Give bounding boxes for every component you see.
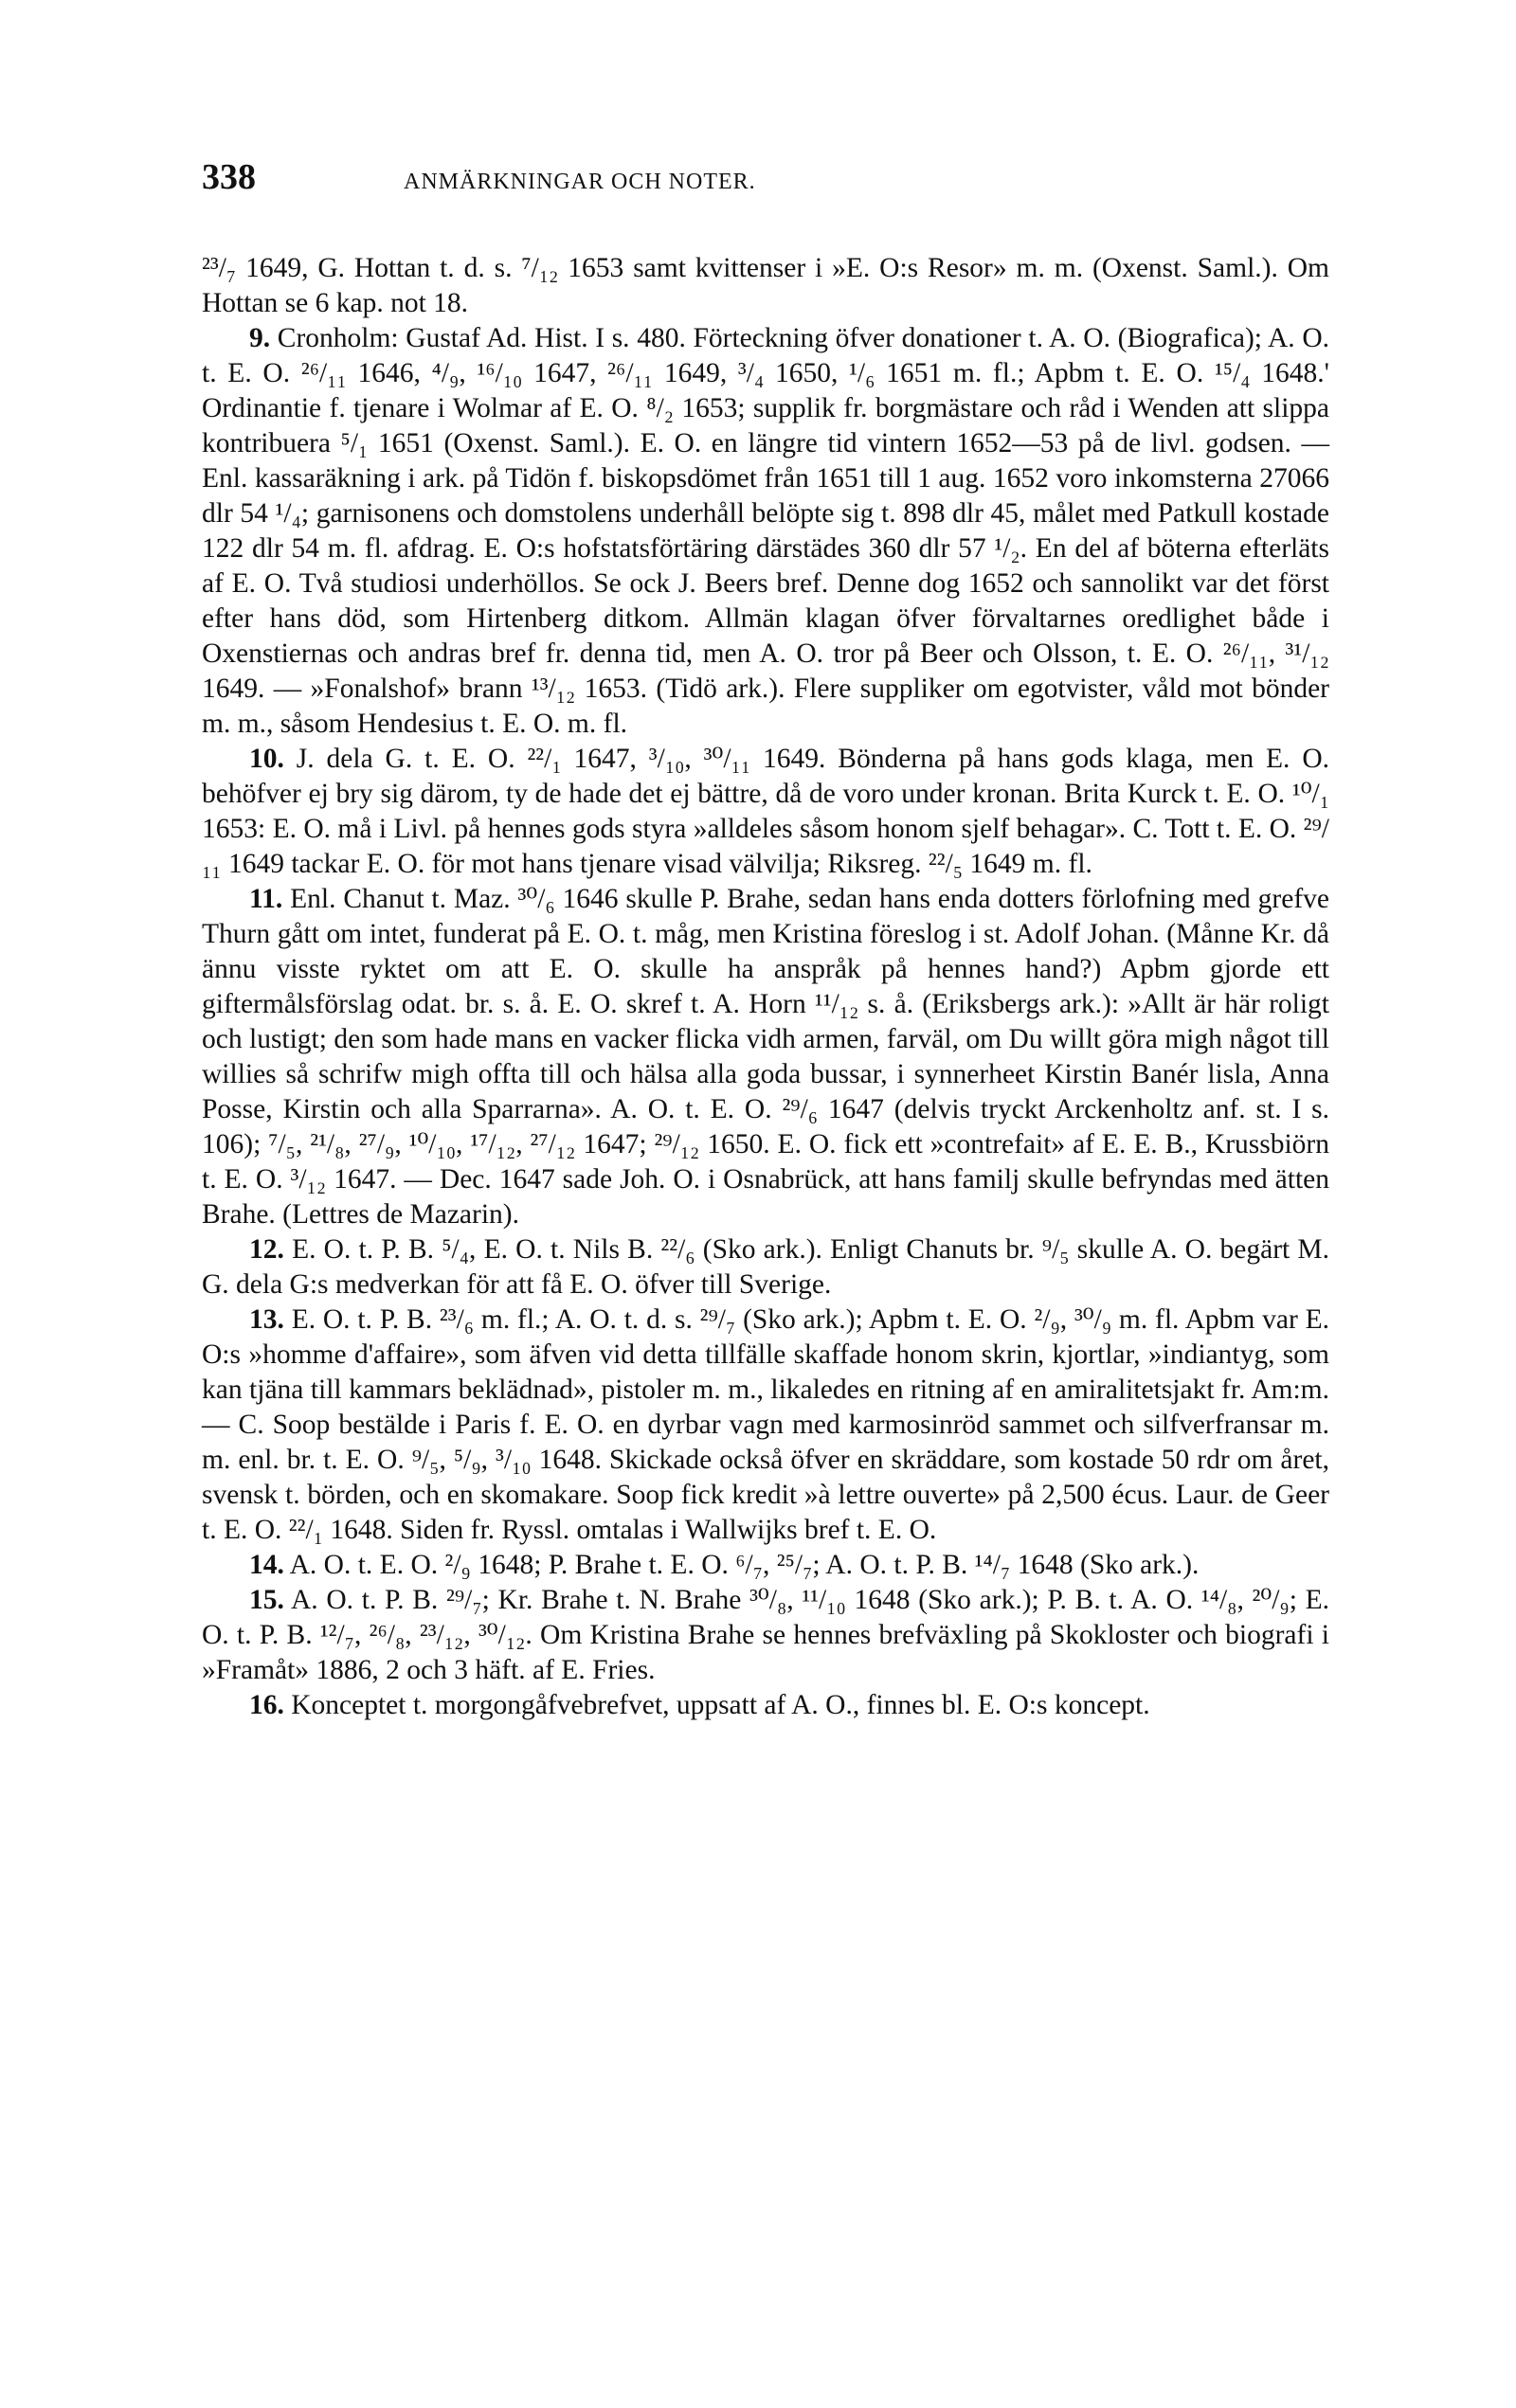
note-11	[202, 882, 1329, 1232]
note-text: E. O. t. P. B. ⁵/₄, E. O. t. Nils B. ²²/₆ (Sko ark.). Enligt Chanuts br. ⁹/₅ skulle A. O. begärt M. G. dela G:s medverkan för att få E. O. öfver till Sverige.	[202, 1234, 1330, 1300]
note-number: 15.	[249, 1585, 284, 1615]
note-13	[202, 1303, 1329, 1548]
running-title: ANMÄRKNINGAR OCH NOTER.	[404, 170, 756, 194]
note-14	[202, 1548, 1329, 1583]
note-number: 11.	[249, 884, 283, 914]
note-number: 13.	[249, 1304, 284, 1335]
note-text: ²³/₇ 1649, G. Hottan t. d. s. ⁷/₁₂ 1653 samt kvittenser i »E. O:s Resor» m. m. (Oxenst. Saml.). Om Hottan se 6 kap. not 18.	[202, 253, 1329, 318]
note-10	[202, 742, 1329, 882]
note-number: 12.	[249, 1234, 284, 1265]
note-text: A. O. t. P. B. ²⁹/₇; Kr. Brahe t. N. Brahe ³⁰/₈, ¹¹/₁₀ 1648 (Sko ark.); P. B. t. A. O. ¹⁴/₈, ²⁰/₉; E. O. t. P. B. ¹²/₇, ²⁶/₈, ²³/₁₂, ³⁰/₁₂. Om Kristina Brahe se hennes brefväxling på Skokloster och biografi i »Framåt» 1886, 2 och 3 häft. af E. Fries.	[202, 1585, 1329, 1685]
note-text: A. O. t. E. O. ²/₉ 1648; P. Brahe t. E. O. ⁶/₇, ²⁵/₇; A. O. t. P. B. ¹⁴/₇ 1648 (Sko ark.).	[289, 1550, 1200, 1580]
note-12	[202, 1232, 1329, 1303]
note-16	[202, 1688, 1329, 1723]
note-text: Cronholm: Gustaf Ad. Hist. I s. 480. Förteckning öfver donationer t. A. O. (Biografica); A. O. t. E. O. ²⁶/₁₁ 1646, ⁴/₉, ¹⁶/₁₀ 1647, ²⁶/₁₁ 1649, ³/₄ 1650, ¹/₆ 1651 m. fl.; Apbm t. E. O. ¹⁵/₄ 1648.' Ordinantie f. tjenare i Wolmar af E. O. ⁸/₂ 1653; supplik fr. borgmästare och råd i Wenden att slippa kontribuera ⁵/₁ 1651 (Oxenst. Saml.). E. O. en längre tid vintern 1652—53 på de livl. godsen. — Enl. kassaräkning i ark. på Tidön f. biskopsdömet från 1651 till 1 aug. 1652 voro inkomsterna 27066 dlr 54 ¹/₄; garnisonens och domstolens underhåll belöpte sig t. 898 dlr 45, målet med Patkull kostade 122 dlr 54 m. fl. afdrag. E. O:s hofstatsförtäring därstädes 360 dlr 57 ¹/₂. En del af böterna efterläts af E. O. Två studiosi underhöllos. Se ock J. Beers bref. Denne dog 1652 och sannolikt var det först efter hans död, som Hirtenberg ditkom. Allmän klagan öfver förvaltarnes oredlighet både i Oxenstiernas och andras bref fr. denna tid, men A. O. tror på Beer och Olsson, t. E. O. ²⁶/₁₁, ³¹/₁₂ 1649. — »Fonalshof» brann ¹³/₁₂ 1653. (Tidö ark.). Flere suppliker om egotvister, våld mot bönder m. m., såsom Hendesius t. E. O. m. fl.	[202, 323, 1330, 739]
note-text: J. dela G. t. E. O. ²²/₁ 1647, ³/₁₀, ³⁰/₁₁ 1649. Bönderna på hans gods klaga, men E. O. behöfver ej bry sig därom, ty de hade det ej bättre, då de voro under kronan. Brita Kurck t. E. O. ¹⁰/₁ 1653: E. O. må i Livl. på hennes gods styra »alldeles såsom honom sjelf behagar». C. Tott t. E. O. ²⁹/₁₁ 1649 tackar E. O. för mot hans tjenare visad välvilja; Riksreg. ²²/₅ 1649 m. fl.	[202, 744, 1330, 879]
note-continuation	[202, 251, 1329, 321]
page-header	[202, 156, 1329, 213]
note-15	[202, 1583, 1329, 1688]
note-number: 9.	[249, 323, 271, 353]
note-text: Konceptet t. morgongåfvebrefvet, uppsatt af A. O., finnes bl. E. O:s koncept.	[291, 1690, 1150, 1720]
note-9	[202, 321, 1329, 742]
note-text: E. O. t. P. B. ²³/₆ m. fl.; A. O. t. d. s. ²⁹/₇ (Sko ark.); Apbm t. E. O. ²/₉, ³⁰/₉ m. fl. Apbm var E. O:s »homme d'affaire», som äfven vid detta tillfälle skaffade honom skrin, kjortlar, »indiantyg, som kan tjäna till kammars beklädnad», pistoler m. m., likaledes en ritning af en amiralitetsjakt fr. Am:m. — C. Soop bestälde i Paris f. E. O. en dyrbar vagn med karmosinröd sammet och silfverfransar m. m. enl. br. t. E. O. ⁹/₅, ⁵/₉, ³/₁₀ 1648. Skickade också öfver en skräddare, som kostade 50 rdr om året, svensk t. börden, och en skomakare. Soop fick kredit »à lettre ouverte» på 2,500 écus. Laur. de Geer t. E. O. ²²/₁ 1648. Siden fr. Ryssl. omtalas i Wallwijks bref t. E. O.	[202, 1304, 1330, 1545]
note-number: 16.	[249, 1690, 284, 1720]
notes-body	[202, 251, 1329, 1723]
page-number: 338	[202, 157, 256, 197]
note-number: 14.	[249, 1550, 284, 1580]
book-page	[202, 156, 1329, 1723]
note-text: Enl. Chanut t. Maz. ³⁰/₆ 1646 skulle P. Brahe, sedan hans enda dotters förlofning med grefve Thurn gått om intet, funderat på E. O. t. måg, men Kristina föreslog i st. Adolf Johan. (Månne Kr. då ännu visste ryktet om att E. O. skulle ha anspråk på hennes hand?) Apbm gjorde ett giftermålsförslag odat. br. s. å. E. O. skref t. A. Horn ¹¹/₁₂ s. å. (Eriksbergs ark.): »Allt är här roligt och lustigt; den som hade mans en vacker flicka vidh armen, farväl, om Du willt göra migh något till willies så schrifw migh offta till och hälsa alla goda bussar, i synnerheet Kirstin Banér lisla, Anna Posse, Kirstin och alla Sparrarna». A. O. t. E. O. ²⁹/₆ 1647 (delvis tryckt Arckenholtz anf. st. I s. 106); ⁷/₅, ²¹/₈, ²⁷/₉, ¹⁰/₁₀, ¹⁷/₁₂, ²⁷/₁₂ 1647; ²⁹/₁₂ 1650. E. O. fick ett »contrefait» af E. E. B., Krussbiörn t. E. O. ³/₁₂ 1647. — Dec. 1647 sade Joh. O. i Osnabrück, att hans familj skulle befryndas med ätten Brahe. (Lettres de Mazarin).	[202, 884, 1329, 1230]
note-number: 10.	[249, 744, 284, 774]
